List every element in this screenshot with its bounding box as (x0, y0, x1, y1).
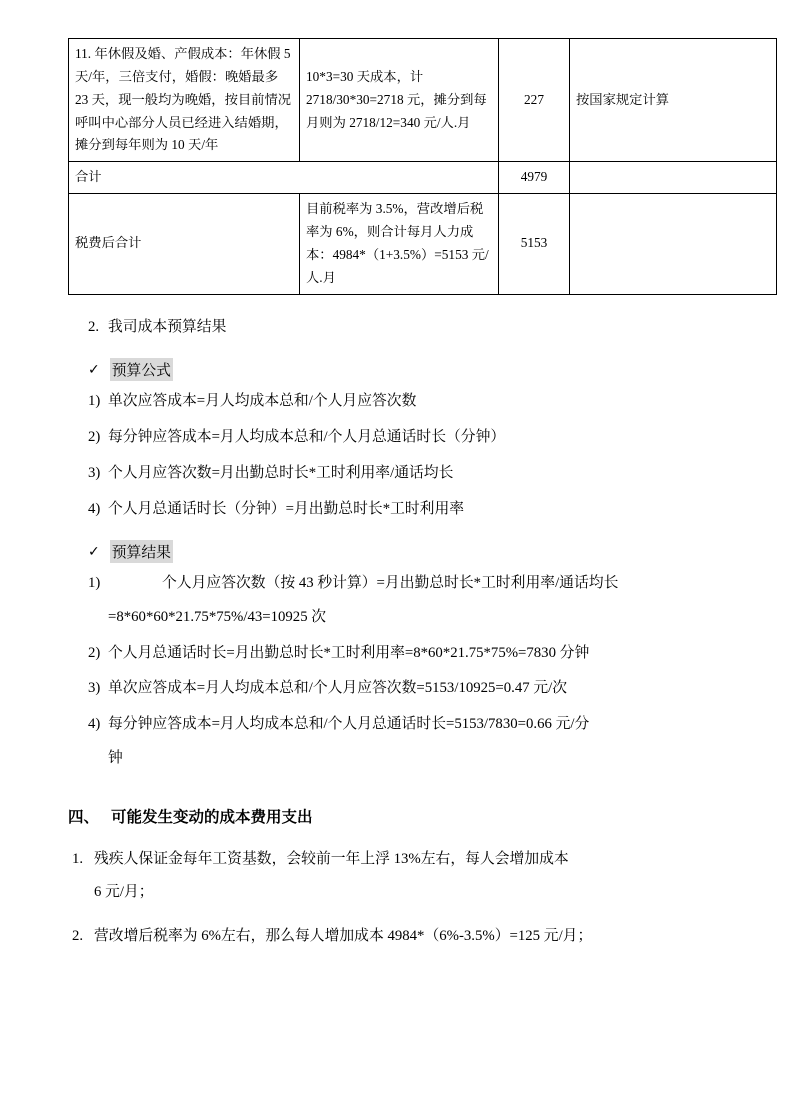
table-cell-aftertax-remark (570, 194, 777, 294)
list-item-marker: 1. (72, 850, 84, 867)
table-cell-amount: 227 (499, 39, 570, 162)
section-4-heading (68, 802, 724, 833)
table-cell-total-amount: 4979 (499, 162, 570, 194)
list-item (68, 920, 724, 954)
list-item-text: 个人月总通话时长（分钟）=月出勤总时长*工时利用率 (108, 500, 465, 517)
list-item-marker: 3) (88, 680, 101, 697)
table-cell-calculation: 10*3=30 天成本，计 2718/30*30=2718 元，摊分到每月则为 2718/12=340 元/人.月 (300, 39, 499, 162)
list-item-text: 单次应答成本=月人均成本总和/个人月应答次数 (108, 393, 417, 410)
section-2-marker: 2. (88, 318, 100, 335)
check-icon: ✓ (88, 543, 100, 560)
table-cell-total-label: 合计 (69, 162, 499, 194)
list-item-marker: 1) (88, 393, 101, 410)
list-item (68, 493, 724, 527)
section-4-list (68, 843, 724, 954)
table-cell-aftertax-calculation: 目前税率为 3.5%，营改增后税率为 6%，则合计每月人力成本：4984*（1+3.5%）=5153 元/人.月 (300, 194, 499, 294)
list-item-marker: 2) (88, 644, 101, 661)
list-item (68, 672, 724, 706)
list-item (68, 637, 724, 671)
section-2-heading (68, 311, 724, 345)
result-list (68, 567, 724, 775)
table-row (69, 162, 777, 194)
list-item-marker: 2. (72, 928, 84, 945)
list-item (68, 708, 724, 775)
list-item-text-cont: 6 元/月； (94, 884, 154, 901)
table-cell-total-remark (570, 162, 777, 194)
list-item-text: 个人月总通话时长=月出勤总时长*工时利用率=8*60*21.75*75%=7830 分钟 (108, 644, 590, 661)
list-item-marker: 4) (88, 500, 101, 517)
section-2-title: 我司成本预算结果 (108, 318, 227, 335)
list-item-text: 个人月应答次数=月出勤总时长*工时利用率/通话均长 (108, 464, 454, 481)
table-cell-aftertax-label: 税费后合计 (69, 194, 300, 294)
table-cell-description: 11. 年休假及婚、产假成本：年休假 5 天/年，三倍支付，婚假：晚婚最多 23 天，现一般均为晚婚，按目前情况呼叫中心部分人员已经进入结婚期，摊分到每年则为 10 天/年 (69, 39, 300, 162)
result-heading-label: 预算结果 (110, 540, 173, 563)
list-item-marker: 2) (88, 429, 101, 446)
list-item-text-cont: 钟 (108, 749, 123, 766)
list-item (68, 385, 724, 419)
list-item-marker: 1) (88, 575, 101, 592)
list-item-text: 个人月应答次数（按 43 秒计算）=月出勤总时长*工时利用率/通话均长 (162, 575, 619, 592)
check-icon: ✓ (88, 361, 100, 378)
list-item-marker: 3) (88, 464, 101, 481)
formula-list (68, 385, 724, 526)
list-item-text: 每分钟应答成本=月人均成本总和/个人月总通话时长=5153/7830=0.66 元/分 (108, 716, 590, 733)
result-heading (68, 540, 724, 563)
list-item (68, 843, 724, 910)
list-item-text: 单次应答成本=月人均成本总和/个人月应答次数=5153/10925=0.47 元/次 (108, 680, 568, 697)
table-cell-remark: 按国家规定计算 (570, 39, 777, 162)
section-4-title: 可能发生变动的成本费用支出 (111, 808, 313, 826)
table-row (69, 39, 777, 162)
list-item (68, 567, 724, 634)
list-item-marker: 4) (88, 716, 101, 733)
list-item (68, 457, 724, 491)
section-4-number: 四、 (68, 808, 100, 826)
cost-table (68, 38, 777, 295)
table-row (69, 194, 777, 294)
list-item (68, 421, 724, 455)
formula-heading-label: 预算公式 (110, 358, 173, 381)
list-item-text: 残疾人保证金每年工资基数，会较前一年上浮 13%左右，每人会增加成本 (94, 850, 569, 867)
list-item-text-cont: =8*60*60*21.75*75%/43=10925 次 (108, 609, 327, 625)
formula-heading (68, 358, 724, 381)
table-cell-aftertax-amount: 5153 (499, 194, 570, 294)
list-item-text: 每分钟应答成本=月人均成本总和/个人月总通话时长（分钟） (108, 429, 506, 446)
list-item-text: 营改增后税率为 6%左右，那么每人增加成本 4984*（6%-3.5%）=125 元/月； (94, 928, 593, 945)
